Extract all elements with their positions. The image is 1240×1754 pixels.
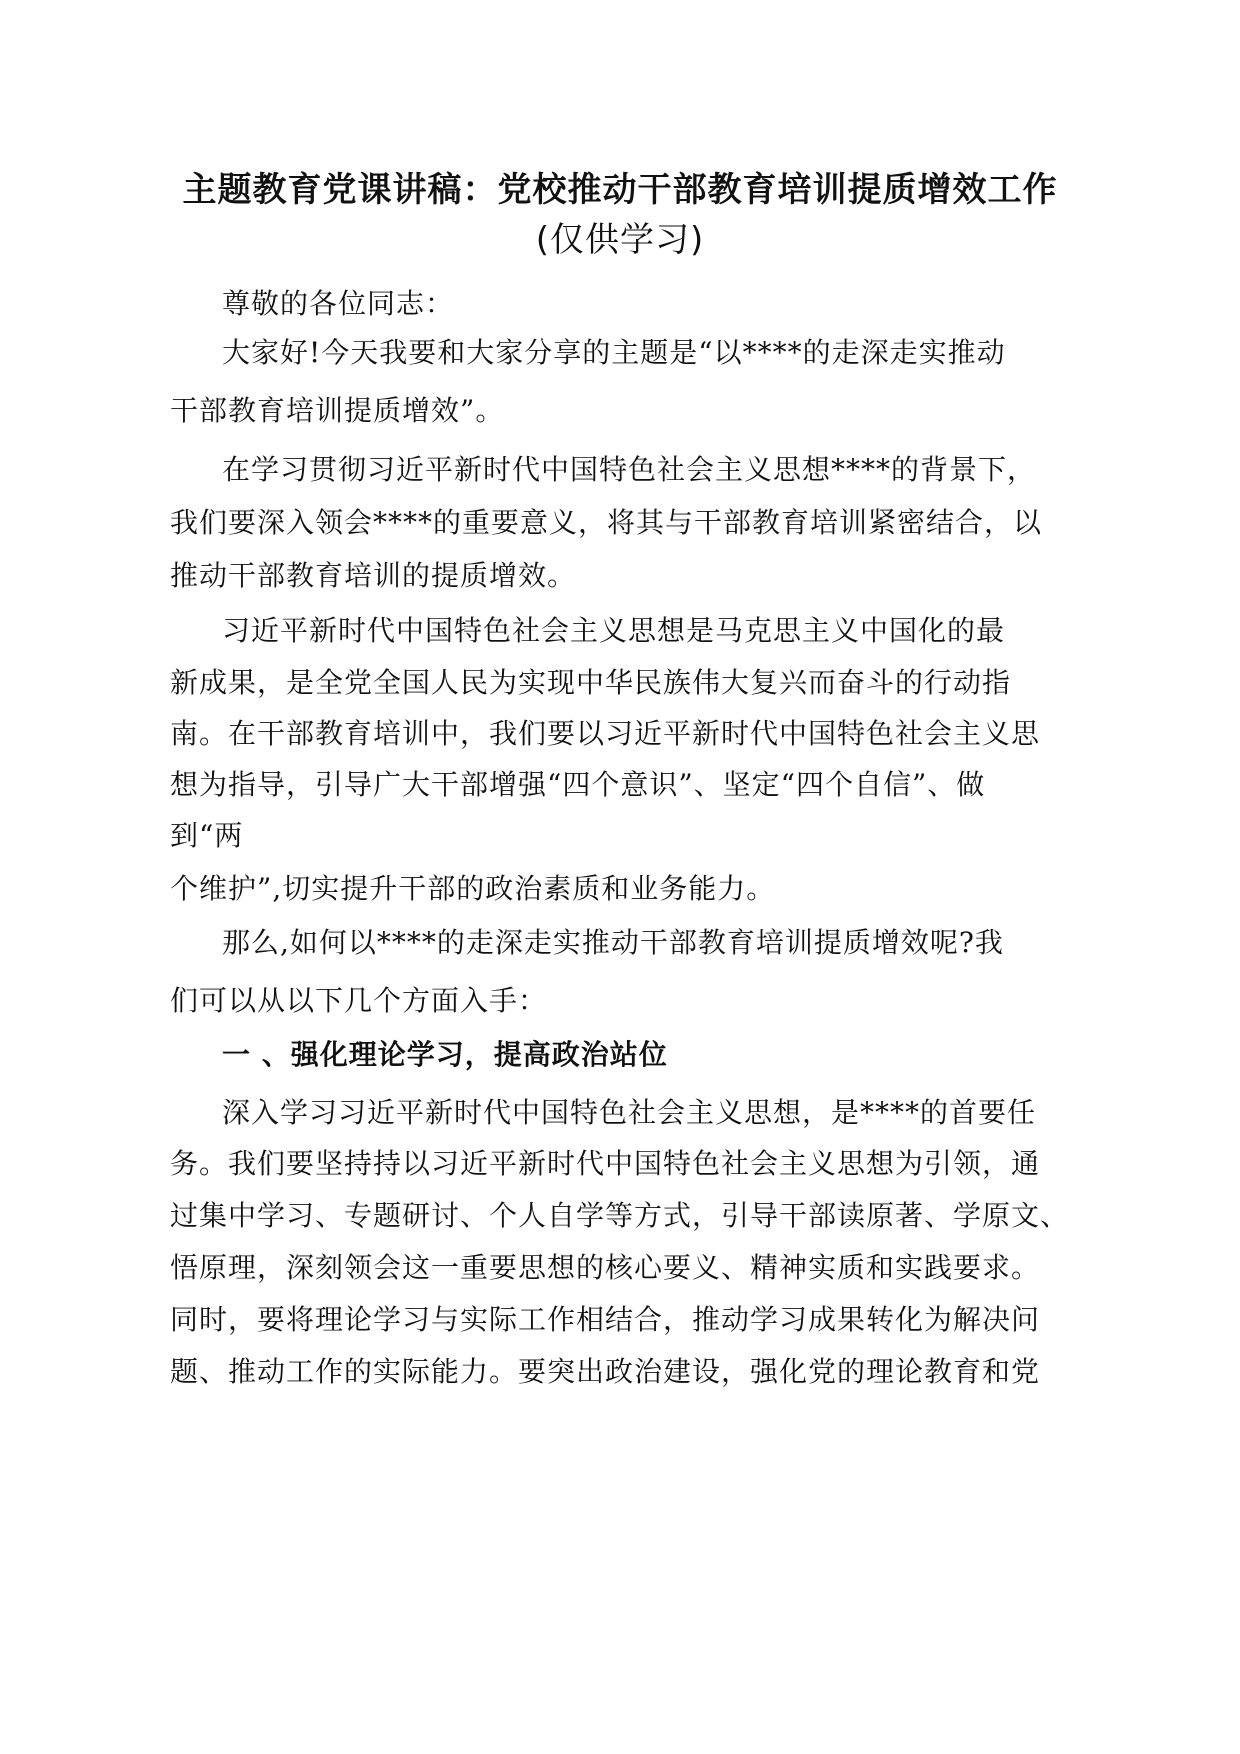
greeting: 尊敬的各位同志： (222, 287, 455, 320)
paragraph-line: 那么,如何以****的走深走实推动干部教育培训提质增效呢?我 (222, 926, 1004, 959)
paragraph-line: 同时，要将理论学习与实际工作相结合，推动学习成果转化为解决问 (170, 1303, 1041, 1336)
paragraph-line: 习近平新时代中国特色社会主义思想是马克思主义中国化的最 (222, 614, 1006, 647)
paragraph-line: 题、推动工作的实际能力。要突出政治建设，强化党的理论教育和党 (170, 1355, 1041, 1388)
paragraph-line: 悟原理，深刻领会这一重要思想的核心要义、精神实质和实践要求。 (170, 1251, 1041, 1284)
paragraph-line: 想为指导，引导广大干部增强“四个意识”、坚定“四个自信”、做 (170, 768, 986, 801)
paragraph-line: 干部教育培训提质增效”。 (170, 394, 505, 427)
paragraph-line: 个维护”,切实提升干部的政治素质和业务能力。 (170, 872, 776, 905)
section-heading: 一 、强化理论学习，提高政治站位 (222, 1038, 668, 1071)
paragraph-line: 到“两 (170, 819, 244, 852)
document-subtitle: (仅供学习) (535, 220, 705, 260)
paragraph-line: 新成果，是全党全国人民为实现中华民族伟大复兴而奋斗的行动指 (170, 666, 1012, 699)
paragraph-line: 推动干部教育培训的提质增效。 (170, 559, 577, 592)
paragraph-line: 务。我们要坚持持以习近平新时代中国特色社会主义思想为引领，通 (170, 1147, 1041, 1180)
paragraph-line: 南。在干部教育培训中，我们要以习近平新时代中国特色社会主义思 (170, 717, 1041, 750)
paragraph-line: 我们要深入领会****的重要意义，将其与干部教育培训紧密结合，以 (170, 506, 1043, 539)
paragraph-line: 在学习贯彻习近平新时代中国特色社会主义思想****的背景下， (222, 453, 1037, 486)
paragraph-line: 深入学习习近平新时代中国特色社会主义思想，是****的首要任 (222, 1096, 1037, 1129)
paragraph-line: 们可以从以下几个方面入手： (170, 984, 548, 1017)
document-title: 主题教育党课讲稿：党校推动干部教育培训提质增效工作 (182, 170, 1058, 210)
paragraph-line: 过集中学习、专题研讨、个人自学等方式，引导干部读原著、学原文、 (170, 1199, 1070, 1232)
paragraph-line: 大家好!今天我要和大家分享的主题是“以****的走深走实推动 (222, 336, 1006, 369)
